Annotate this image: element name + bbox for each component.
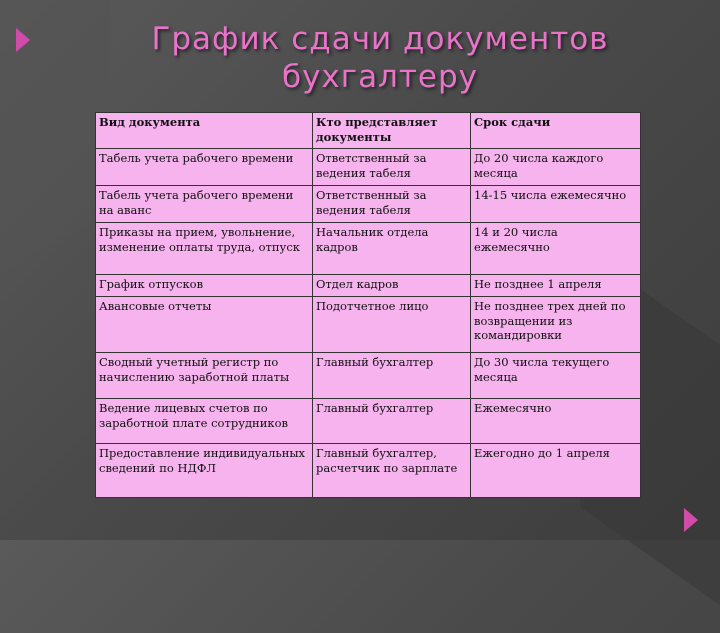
table-cell: Главный бухгалтер (313, 353, 471, 399)
table-row (96, 399, 641, 444)
table-cell: Не позднее трех дней по возвращении из командировки (471, 297, 641, 353)
table-cell: Главный бухгалтер (313, 399, 471, 444)
documents-table (95, 112, 641, 498)
table-cell: Не позднее 1 апреля (471, 275, 641, 297)
table-cell: Главный бухгалтер, расчетчик по зарплате (313, 444, 471, 498)
table-cell: Табель учета рабочего времени на аванс (96, 186, 313, 223)
table-cell: Сводный учетный регистр по начислению заработной платы (96, 353, 313, 399)
table-cell: Начальник отдела кадров (313, 223, 471, 275)
table-cell: Предоставление индивидуальных сведений по НДФЛ (96, 444, 313, 498)
triangle-bullet-icon (16, 28, 30, 52)
table-cell: Ответственный за ведения табеля (313, 149, 471, 186)
slide-title (120, 20, 640, 96)
table-cell: График отпусков (96, 275, 313, 297)
header-cell-submitter: Кто представляет документы (313, 113, 471, 149)
table-cell: Ответственный за ведения табеля (313, 186, 471, 223)
table-cell: Табель учета рабочего времени (96, 149, 313, 186)
table-cell: До 20 числа каждого месяца (471, 149, 641, 186)
table-cell: 14 и 20 числа ежемесячно (471, 223, 641, 275)
table-cell: Подотчетное лицо (313, 297, 471, 353)
table-cell: Ежемесячно (471, 399, 641, 444)
table-row (96, 186, 641, 223)
table-cell: Ежегодно до 1 апреля (471, 444, 641, 498)
table-row (96, 223, 641, 275)
table-row (96, 353, 641, 399)
table-row (96, 297, 641, 353)
table-cell: Авансовые отчеты (96, 297, 313, 353)
table-header-row (96, 113, 641, 149)
header-cell-deadline: Срок сдачи (471, 113, 641, 149)
table-row (96, 149, 641, 186)
slide-title-line1: График сдачи документов (151, 21, 609, 57)
table-cell: До 30 числа текущего месяца (471, 353, 641, 399)
table-row (96, 275, 641, 297)
triangle-bullet-icon (684, 508, 698, 532)
table-cell: Отдел кадров (313, 275, 471, 297)
table-cell: Приказы на прием, увольнение, изменение оплаты труда, отпуск (96, 223, 313, 275)
table-row (96, 444, 641, 498)
slide-title-line2: бухгалтеру (281, 59, 479, 95)
header-cell-document: Вид документа (96, 113, 313, 149)
table-cell: Ведение лицевых счетов по заработной плате сотрудников (96, 399, 313, 444)
table-cell: 14-15 числа ежемесячно (471, 186, 641, 223)
